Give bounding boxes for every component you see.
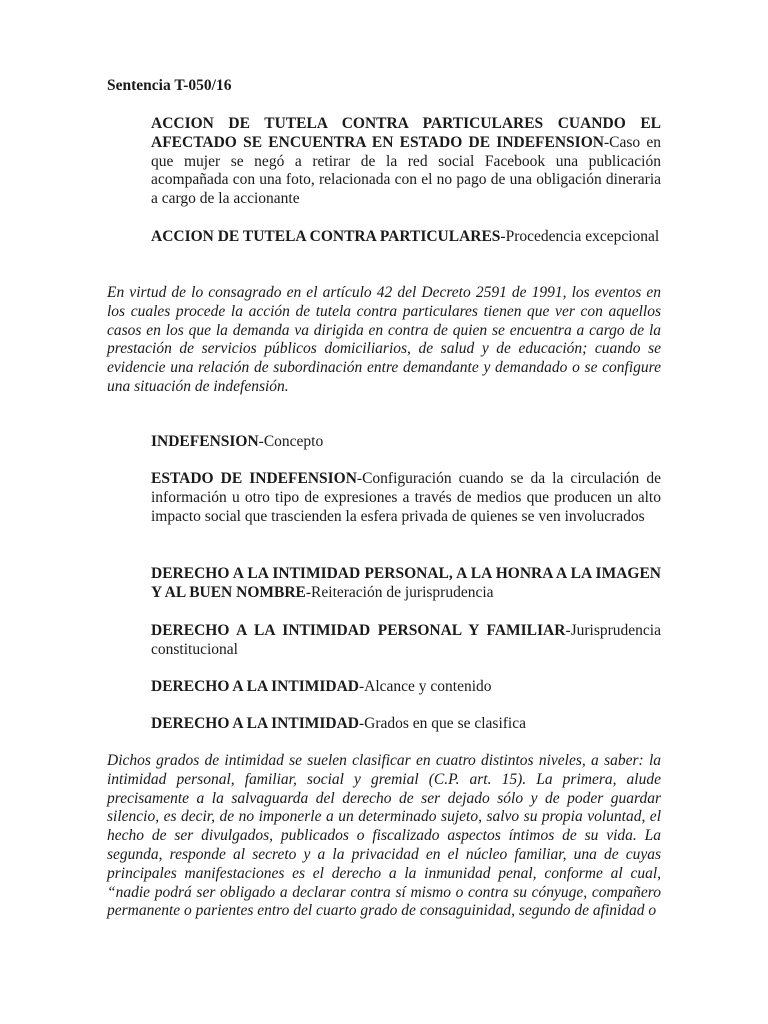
document-title: Sentencia T-050/16 (107, 77, 232, 94)
headnote-entry (151, 565, 661, 603)
body-paragraph: En virtud de lo consagrado en el artículo 42 del Decreto 2591 de 1991, los eventos en los cuales procede la acción de tutela contra particulares tienen que ver con aquellos casos en los que la demanda va dirigida en contra de quien se encuentra a cargo de la prestación de servicios públicos domiciliarios, de salud y de educación; cuando se evidencie una relación de subordinación entre demandante y demandado o se configure una situación de indefensión. (107, 284, 661, 395)
headnote-description: -Caso en que mujer se negó a retirar de la red social Facebook una publicación acompañada con una foto, relacionada con el no pago de una obligación dineraria a cargo de la accionante (151, 133, 661, 208)
body-paragraph: Dichos grados de intimidad se suelen clasificar en cuatro distintos niveles, a saber: la intimidad personal, familiar, social y gremial (C.P. art. 15). La primera, alude precisamente a la salvaguarda del derecho de ser dejado sólo y de poder guardar silencio, es decir, de no imponerle a un determinado sujeto, salvo su propia voluntad, el hecho de ser divulgados, publicados o fiscalizado aspectos íntimos de su vida. La segunda, responde al secreto y a la privacidad en el núcleo familiar, una de cuyas principales manifestaciones es el derecho a la inmunidad penal, conforme al cual, “nadie podrá ser obligado a declarar contra sí mismo o contra su cónyuge, compañero permanente o parientes entro del cuarto grado de consaguinidad, segundo de afinidad o (107, 752, 661, 920)
headnote-heading: ACCION DE TUTELA CONTRA PARTICULARES (151, 228, 501, 245)
headnote-heading: ACCION DE TUTELA CONTRA PARTICULARES CUANDO EL AFECTADO SE ENCUENTRA EN ESTADO DE INDEFENSION (151, 115, 661, 151)
headnote-entry (151, 433, 661, 452)
headnote-entry (151, 470, 661, 526)
headnote-heading: DERECHO A LA INTIMIDAD (151, 715, 359, 732)
headnote-description: -Reiteración de jurisprudencia (305, 583, 494, 601)
headnote-entry (151, 678, 661, 697)
headnote-heading: DERECHO A LA INTIMIDAD PERSONAL, A LA HONRA A LA IMAGEN Y AL BUEN NOMBRE (151, 565, 661, 601)
headnote-description: -Alcance y contenido (359, 678, 492, 695)
headnote-entry (151, 228, 661, 247)
headnote-heading: ESTADO DE INDEFENSION (151, 470, 357, 487)
headnote-description: -Configuración cuando se da la circulación de información u otro tipo de expresiones a través de medios que producen un alto impacto social que trascienden la esfera privada de quienes se ven involucrados (151, 470, 661, 525)
headnote-description: -Grados en que se clasifica (359, 715, 526, 732)
headnote-description: -Jurisprudencia constitucional (151, 622, 661, 658)
headnote-description: -Concepto (258, 433, 324, 450)
headnote-heading: INDEFENSION (151, 433, 259, 450)
headnote-entry (151, 115, 661, 209)
headnote-entry (151, 715, 661, 734)
headnote-heading: DERECHO A LA INTIMIDAD (151, 678, 359, 695)
headnote-description: -Procedencia excepcional (500, 228, 660, 245)
headnote-entry (151, 622, 661, 660)
headnote-heading: DERECHO A LA INTIMIDAD PERSONAL Y FAMILIAR (151, 622, 566, 639)
